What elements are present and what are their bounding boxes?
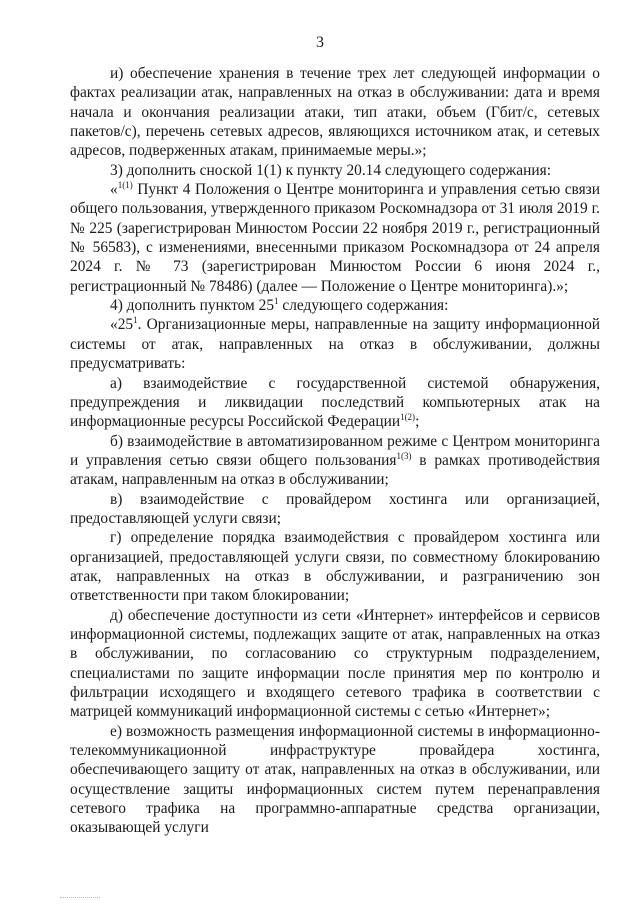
- paragraph-footnote-1-1: [70, 180, 600, 296]
- scan-artifact: [60, 897, 100, 901]
- paragraph-item-d: д) обеспечение доступности из сети «Интернет» интерфейсов и сервисов информационной системы, подлежащих защите от атак, направленных на отказ в обслуживании, по согласованию со структурным подразделением, специалистами по защите информации после принятия мер по контролю и фильтрации исходящего и входящего сетевого трафика в соответствии с матрицей коммуникаций информационной системы с сетью «Интернет»;: [70, 606, 600, 721]
- paragraph-item-i: и) обеспечение хранения в течение трех лет следующей информации о фактах реализации атак, направленных на отказ в обслуживании: дата и время начала и окончания реализации атаки, тип атаки, объем (Гбит/с, сетевых пакетов/с), перечень сетевых адресов, являющихся источником атак, и сетевых адресов, подверженных атакам, принимаемые меры.»;: [70, 65, 600, 160]
- paragraph-point-25-1: [70, 315, 600, 373]
- paragraph-item-b: [70, 432, 600, 490]
- point-25-number: «25: [110, 316, 134, 334]
- footnote-marker-1-1: 1(1): [117, 179, 133, 190]
- paragraph-item-g: г) определение порядка взаимодействия с провайдером хостинга или организацией, предоставляющей услуги связи, по совместному блокированию атак, направленных на отказ в обслуживании, и разграничению зон ответственности при таком блокировании;: [70, 529, 600, 605]
- amendment-4-text: 4) дополнить пунктом 25: [110, 297, 275, 315]
- paragraph-item-v: в) взаимодействие с провайдером хостинга или организацией, предоставляющей услуги связи;: [70, 490, 600, 527]
- paragraph-item-e: е) возможность размещения информационной системы в информационно-телекоммуникационной инфраструктуре провайдера хостинга, обеспечивающего защиту от атак, направленных на отказ в обслуживании, или осуществление защиты информационных систем путем перенаправления сетевого трафика на программно-аппаратные средства организации, оказывающей услуги: [70, 722, 600, 837]
- amendment-4-tail: следующего содержания:: [278, 297, 449, 315]
- paragraph-item-a: [70, 374, 600, 432]
- item-b-text: б) взаимодействие в автоматизированном режиме с Центром мониторинга и управления сетью связи общего пользования: [70, 432, 600, 469]
- footnote-text: Пункт 4 Положения о Центре мониторинга и управления сетью связи общего пользования, утвержденного приказом Роскомнадзора от 31 июля 2019 г. № 225 (зарегистрирован Минюстом России 22 ноября 2019 г., регистрационный № 56583), с изменениями, внесенными приказом Роскомнадзора от 24 апреля 2024 г. № 73 (зарегистрирован Минюстом России 6 июня 2024 г., регистрационный № 78486) (далее — Положение о Центре мониторинга).»;: [70, 181, 600, 295]
- page-number: 3: [316, 34, 324, 51]
- paragraph-amendment-4: [70, 296, 600, 315]
- document-body: [70, 64, 600, 838]
- footnote-marker-1-3: 1(3): [396, 450, 412, 461]
- point-number-superscript: 1: [274, 296, 279, 306]
- footnote-quote-open: «: [110, 181, 118, 199]
- item-b-tail: в рамках противодействия атакам, направленным на отказ в обслуживании;: [70, 451, 600, 489]
- item-a-tail: ;: [415, 413, 420, 431]
- point-25-superscript: 1: [133, 315, 138, 326]
- point-25-text: . Организационные меры, направленные на защиту информационной системы от атак, направленных на отказ в обслуживании, должны предусматривать:: [70, 316, 600, 373]
- item-a-text: а) взаимодействие с государственной системой обнаружения, предупреждения и ликвидации последствий компьютерных атак на информационные ресурсы Российской Федерации: [70, 374, 600, 431]
- paragraph-amendment-3: 3) дополнить сноской 1(1) к пункту 20.14 следующего содержания:: [110, 161, 551, 179]
- footnote-marker-1-2: 1(2): [400, 412, 416, 423]
